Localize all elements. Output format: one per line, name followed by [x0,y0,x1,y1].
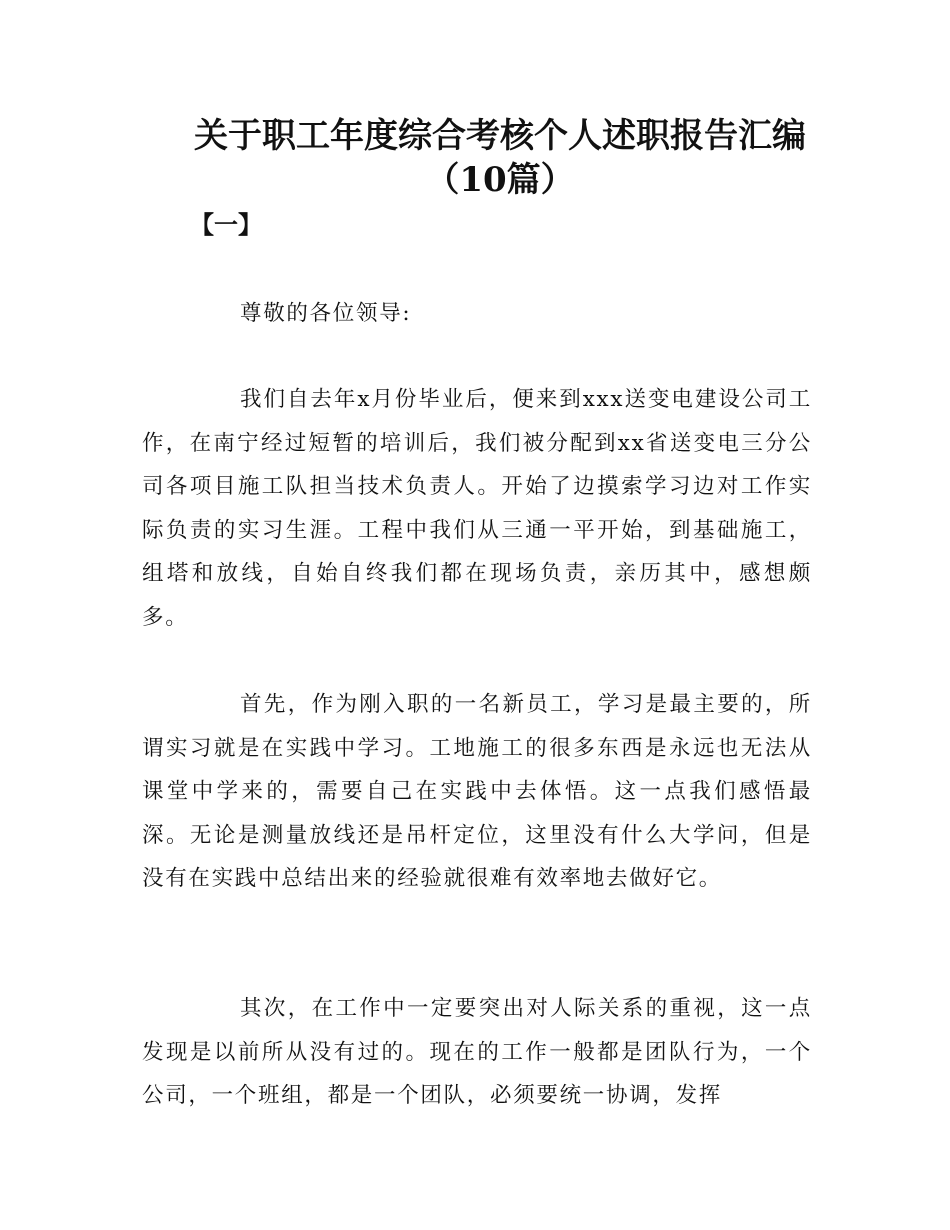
document-title-line-1: 关于职工年度综合考核个人述职报告汇编 [194,116,806,156]
paragraph: 其次，在工作中一定要突出对人际关系的重视，这一点发现是以前所从没有过的。现在的工作一般都是团队行为，一个公司，一个班组，都是一个团队，必须要统一协调，发挥 [142,996,812,1109]
salutation: 尊敬的各位领导: [240,301,412,326]
section-marker: 【一】 [190,210,262,239]
document-title-line-2: （10篇） [425,160,575,200]
paragraph: 首先，作为刚入职的一名新员工，学习是最主要的，所谓实习就是在实践中学习。工地施工的很多东西是永远也无法从课堂中学来的，需要自己在实践中去体悟。这一点我们感悟最深。无论是测量放线还是吊杆定位，这里没有什么大学问，但是没有在实践中总结出来的经验就很难有效率地去做好它。 [142,692,812,892]
paragraph: 我们自去年x月份毕业后，便来到xxx送变电建设公司工作，在南宁经过短暂的培训后，我们被分配到xx省送变电三分公司各项目施工队担当技术负责人。开始了边摸索学习边对工作实际负责的实习生涯。工程中我们从三通一平开始，到基础施工，组塔和放线，自始自终我们都在现场负责，亲历其中，感想颇多。 [142,387,812,630]
